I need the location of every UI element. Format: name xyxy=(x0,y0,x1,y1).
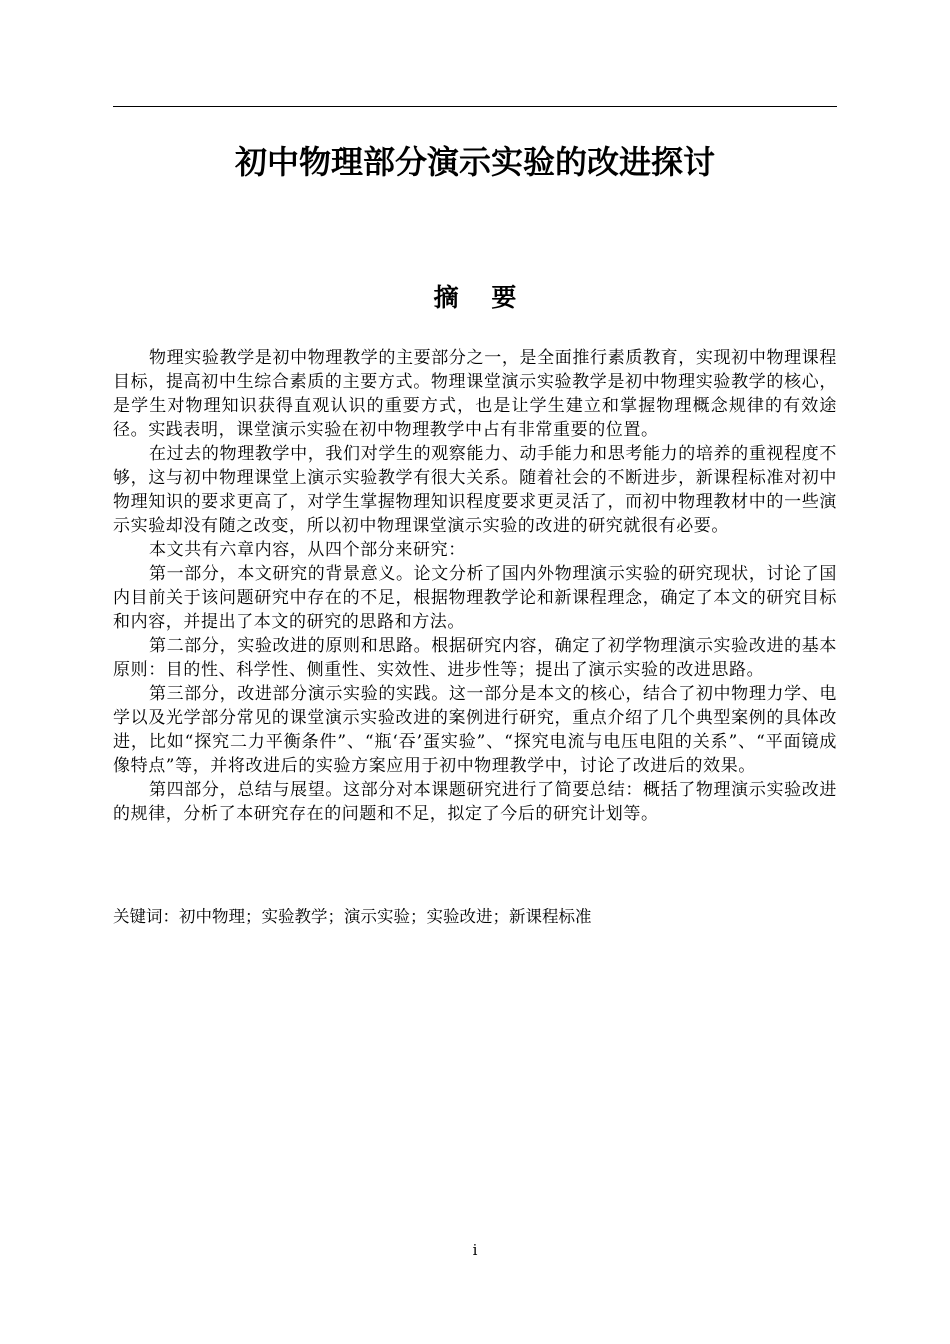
abstract-body xyxy=(113,346,837,826)
abstract-paragraph-7: 第四部分，总结与展望。这部分对本课题研究进行了简要总结：概括了物理演示实验改进的规律，分析了本研究存在的问题和不足，拟定了今后的研究计划等。 xyxy=(113,780,837,824)
page-number: i xyxy=(472,1241,478,1259)
abstract-paragraph-5: 第二部分，实验改进的原则和思路。根据研究内容，确定了初学物理演示实验改进的基本原则：目的性、科学性、侧重性、实效性、进步性等；提出了演示实验的改进思路。 xyxy=(113,636,837,680)
document-title: 初中物理部分演示实验的改进探讨 xyxy=(234,143,715,181)
abstract-paragraph-2: 在过去的物理教学中，我们对学生的观察能力、动手能力和思考能力的培养的重视程度不够，这与初中物理课堂上演示实验教学有很大关系。随着社会的不断进步，新课程标准对初中物理知识的要求更高了，对学生掌握物理知识程度要求更灵活了，而初中物理教材中的一些演示实验却没有随之改变，所以初中物理课堂演示实验的改进的研究就很有必要。 xyxy=(113,444,837,536)
abstract-heading: 摘 要 xyxy=(433,283,529,312)
abstract-paragraph-1: 物理实验教学是初中物理教学的主要部分之一，是全面推行素质教育，实现初中物理课程目标，提高初中生综合素质的主要方式。物理课堂演示实验教学是初中物理实验教学的核心，是学生对物理知识获得直观认识的重要方式，也是让学生建立和掌握物理概念规律的有效途径。实践表明，课堂演示实验在初中物理教学中占有非常重要的位置。 xyxy=(113,348,837,440)
abstract-paragraph-3: 本文共有六章内容，从四个部分来研究： xyxy=(149,540,466,560)
header-rule xyxy=(113,106,837,107)
keywords-line: 关键词：初中物理；实验教学；演示实验；实验改进；新课程标准 xyxy=(113,907,592,926)
abstract-paragraph-6: 第三部分，改进部分演示实验的实践。这一部分是本文的核心，结合了初中物理力学、电学以及光学部分常见的课堂演示实验改进的案例进行研究，重点介绍了几个典型案例的具体改进，比如“探究二力平衡条件”、“瓶‘吞’蛋实验”、“探究电流与电压电阻的关系”、“平面镜成像特点”等，并将改进后的实验方案应用于初中物理教学中，讨论了改进后的效果。 xyxy=(113,684,837,776)
abstract-paragraph-4: 第一部分，本文研究的背景意义。论文分析了国内外物理演示实验的研究现状，讨论了国内目前关于该问题研究中存在的不足，根据物理教学论和新课程理念，确定了本文的研究目标和内容，并提出了本文的研究的思路和方法。 xyxy=(113,564,837,632)
